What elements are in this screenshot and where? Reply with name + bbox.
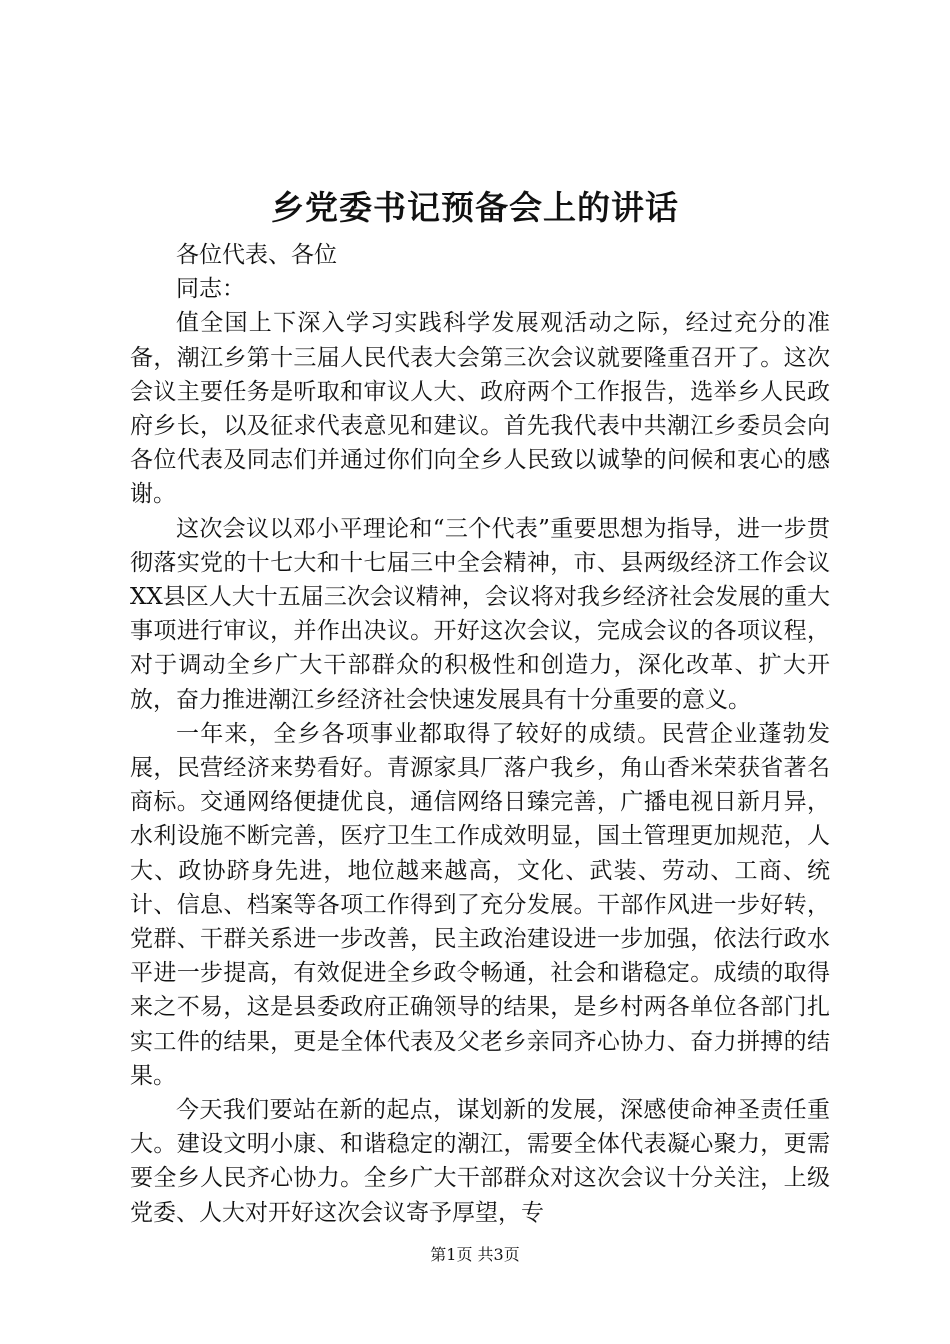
paragraph-2: 这次会议以邓小平理论和“三个代表”重要思想为指导，进一步贯彻落实党的十七大和十七届三中全会精神，市、县两级经济工作会议XX县区人大十五届三次会议精神，会议将对我乡经济社会发展的重大事项进行审议，并作出决议。开好这次会议，完成会议的各项议程，对于调动全乡广大干部群众的积极性和创造力，深化改革、扩大开放，奋力推进潮江乡经济社会快速发展具有十分重要的意义。 bbox=[130, 515, 830, 713]
page-number-label: 第1页 共3页 bbox=[430, 1245, 520, 1264]
paragraph-4: 今天我们要站在新的起点，谋划新的发展，深感使命神圣责任重大。建设文明小康、和谐稳定的潮江，需要全体代表凝心聚力，更需要全乡人民齐心协力。全乡广大干部群众对这次会议十分关注，上级党委、人大对开好这次会议寄予厚望，专 bbox=[130, 1097, 830, 1226]
paragraph-1: 值全国上下深入学习实践科学发展观活动之际，经过充分的准备，潮江乡第十三届人民代表大会第三次会议就要隆重召开了。这次会议主要任务是听取和审议人大、政府两个工作报告，选举乡人民政府乡长，以及征求代表意见和建议。首先我代表中共潮江乡委员会向各位代表及同志们并通过你们向全乡人民致以诚挚的问候和衷心的感谢。 bbox=[130, 310, 830, 508]
document-title: 乡党委书记预备会上的讲话 bbox=[271, 188, 679, 227]
salutation-line-1: 各位代表、各位 bbox=[176, 242, 337, 268]
paragraph-3: 一年来，全乡各项事业都取得了较好的成绩。民营企业蓬勃发展，民营经济来势看好。青源家具厂落户我乡，角山香米荣获省著名商标。交通网络便捷优良，通信网络日臻完善，广播电视日新月异，水利设施不断完善，医疗卫生工作成效明显，国土管理更加规范，人大、政协跻身先进，地位越来越高，文化、武装、劳动、工商、统计、信息、档案等各项工作得到了充分发展。干部作风进一步好转，党群、干群关系进一步改善，民主政治建设进一步加强，依法行政水平进一步提高，有效促进全乡政令畅通，社会和谐稳定。成绩的取得来之不易，这是县委政府正确领导的结果，是乡村两各单位各部门扎实工件的结果，更是全体代表及父老乡亲同齐心协力、奋力拼搏的结果。 bbox=[130, 720, 830, 1089]
salutation-line-2: 同志： bbox=[176, 276, 245, 303]
document-body bbox=[130, 238, 830, 1230]
page-footer bbox=[0, 1244, 950, 1266]
